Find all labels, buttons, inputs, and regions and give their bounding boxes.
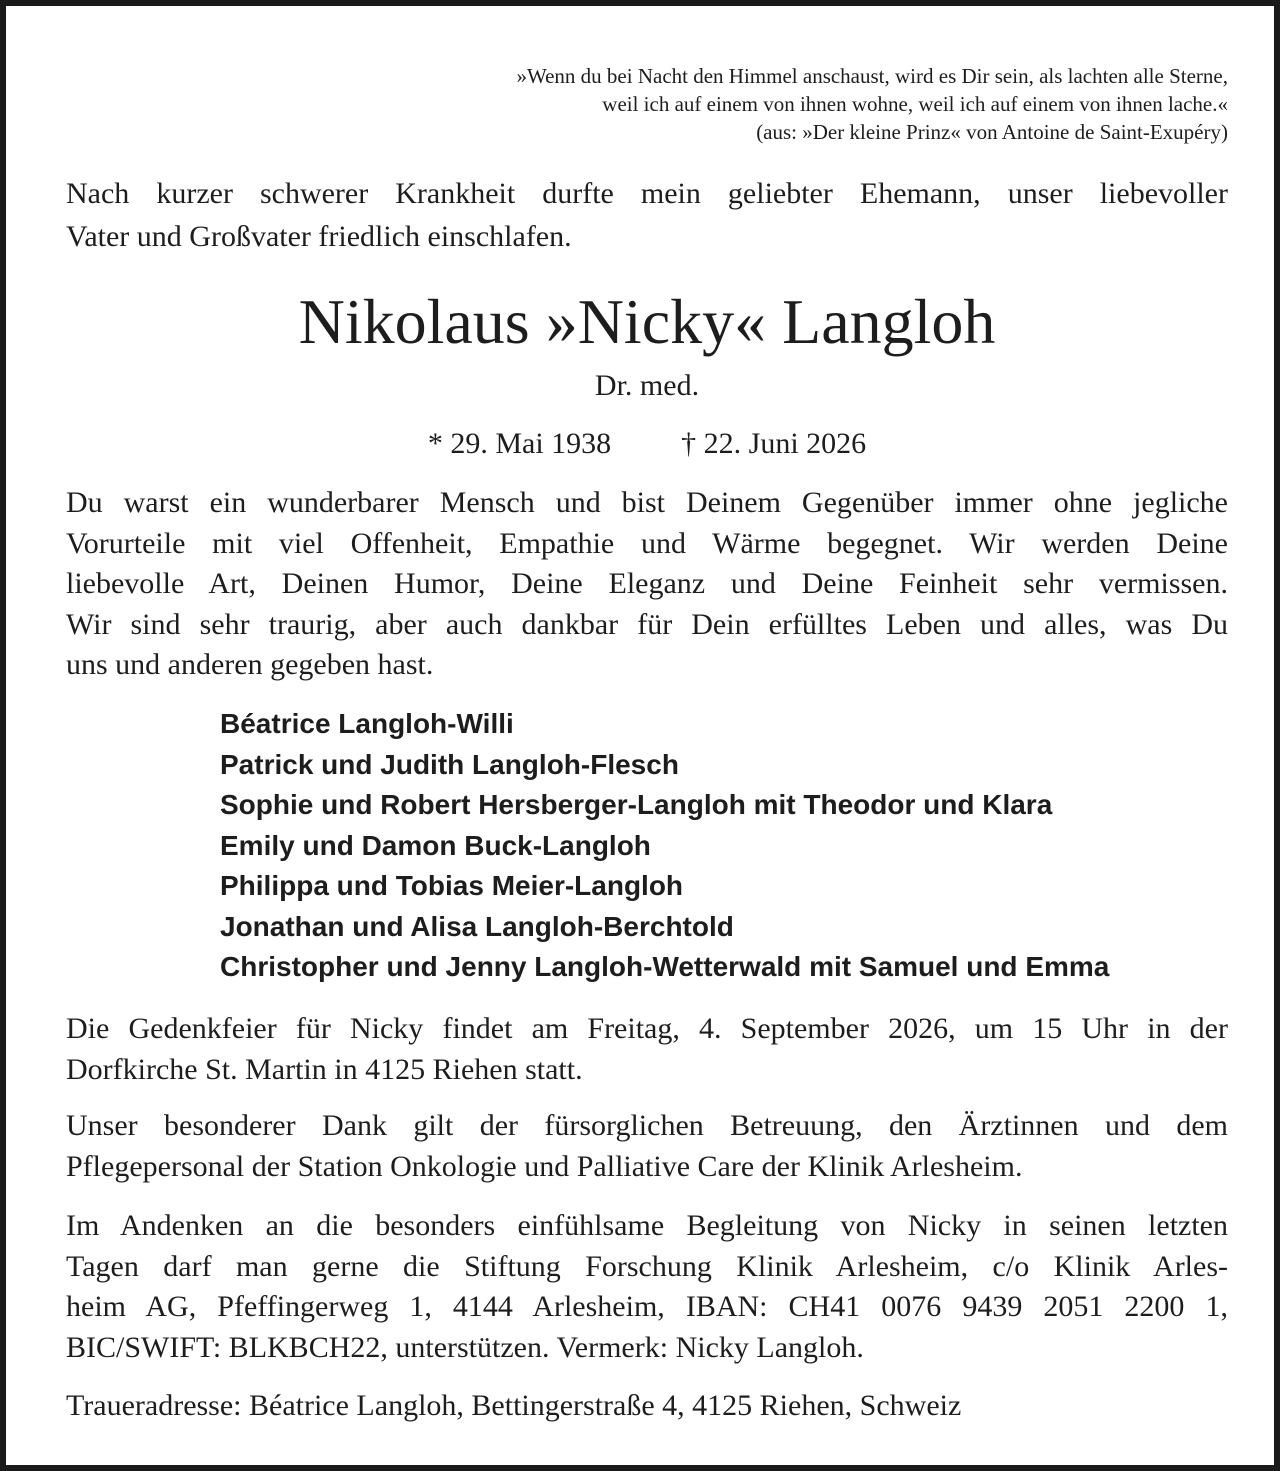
quote-source: (aus: »Der kleine Prinz« von Antoine de Saint-Exupéry)	[756, 120, 1228, 144]
intro-line: Nach kurzer schwerer Krankheit durfte mein geliebter Ehemann, unser liebevoller	[66, 177, 1228, 210]
tribute-line: Wir sind sehr traurig, aber auch dankbar für Dein erfülltes Leben und alles, was Du	[66, 607, 1228, 641]
family-member: Béatrice Langloh-Willi	[220, 708, 514, 739]
quote-line: weil ich auf einem von ihnen wohne, weil ich auf einem von ihnen lache.«	[602, 92, 1228, 116]
family-member: Jonathan und Alisa Langloh-Berchtold	[220, 910, 734, 942]
donation-paragraph	[66, 1206, 1228, 1368]
donation-line: Im Andenken an die besonders einfühlsame Begleitung von Nicky in seinen letzten	[66, 1209, 1228, 1242]
family-member: Philippa und Tobias Meier-Langloh	[220, 870, 684, 901]
donation-line: heim AG, Pfeffingerweg 1, 4144 Arlesheim, IBAN: CH41 0076 9439 2051 2200 1,	[66, 1290, 1228, 1323]
thanks-paragraph	[66, 1106, 1228, 1187]
epigraph-quote	[66, 62, 1228, 146]
family-member: Christopher und Jenny Langloh-Wetterwald mit Samuel und Emma	[220, 951, 1110, 982]
tribute-paragraph	[66, 483, 1228, 686]
deceased-name: Nikolaus »Nicky« Langloh	[298, 286, 996, 357]
thanks-line: Pflegepersonal der Station Onkologie und Palliative Care der Klinik Arlesheim.	[66, 1149, 1023, 1183]
birth-date: * 29. Mai 1938	[427, 427, 612, 460]
death-date: † 22. Juni 2026	[681, 427, 867, 460]
tribute-line: Du warst ein wunderbarer Mensch und bist Deinem Gegenüber immer ohne jegliche	[66, 486, 1228, 519]
donation-line: Tagen darf man gerne die Stiftung Forschung Klinik Arlesheim, c/o Klinik Arles-	[66, 1249, 1228, 1283]
family-member: Emily und Damon Buck-Langloh	[220, 829, 651, 861]
intro-line: Vater und Großvater friedlich einschlafen.	[66, 220, 572, 253]
ceremony-line: Dorfkirche St. Martin in 4125 Riehen statt.	[66, 1052, 583, 1086]
thanks-line: Unser besonderer Dank gilt der fürsorglichen Betreuung, den Ärztinnen und dem	[66, 1109, 1228, 1142]
tribute-line: liebevolle Art, Deinen Humor, Deine Eleganz und Deine Feinheit sehr vermissen.	[66, 567, 1228, 600]
tribute-line: Vorurteile mit viel Offenheit, Empathie und Wärme begegnet. Wir werden Deine	[66, 526, 1228, 560]
ceremony-line: Die Gedenkfeier für Nicky findet am Freitag, 4. September 2026, um 15 Uhr in der	[66, 1012, 1228, 1045]
family-member: Sophie und Robert Hersberger-Langloh mit Theodor und Klara	[220, 789, 1053, 820]
ceremony-paragraph	[66, 1009, 1228, 1090]
mourning-address: Traueradresse: Béatrice Langloh, Bettingerstraße 4, 4125 Riehen, Schweiz	[66, 1389, 962, 1422]
family-member: Patrick und Judith Langloh-Flesch	[220, 748, 679, 780]
deceased-title: Dr. med.	[594, 369, 700, 402]
life-dates	[66, 424, 1228, 464]
tribute-line: uns und anderen gegeben hast.	[66, 648, 434, 681]
intro-paragraph	[66, 172, 1228, 258]
donation-line: BIC/SWIFT: BLKBCH22, unterstützen. Vermerk: Nicky Langloh.	[66, 1330, 864, 1364]
quote-line: »Wenn du bei Nacht den Himmel anschaust, wird es Dir sein, als lachten alle Sterne,	[516, 64, 1228, 88]
family-list	[220, 704, 1240, 988]
